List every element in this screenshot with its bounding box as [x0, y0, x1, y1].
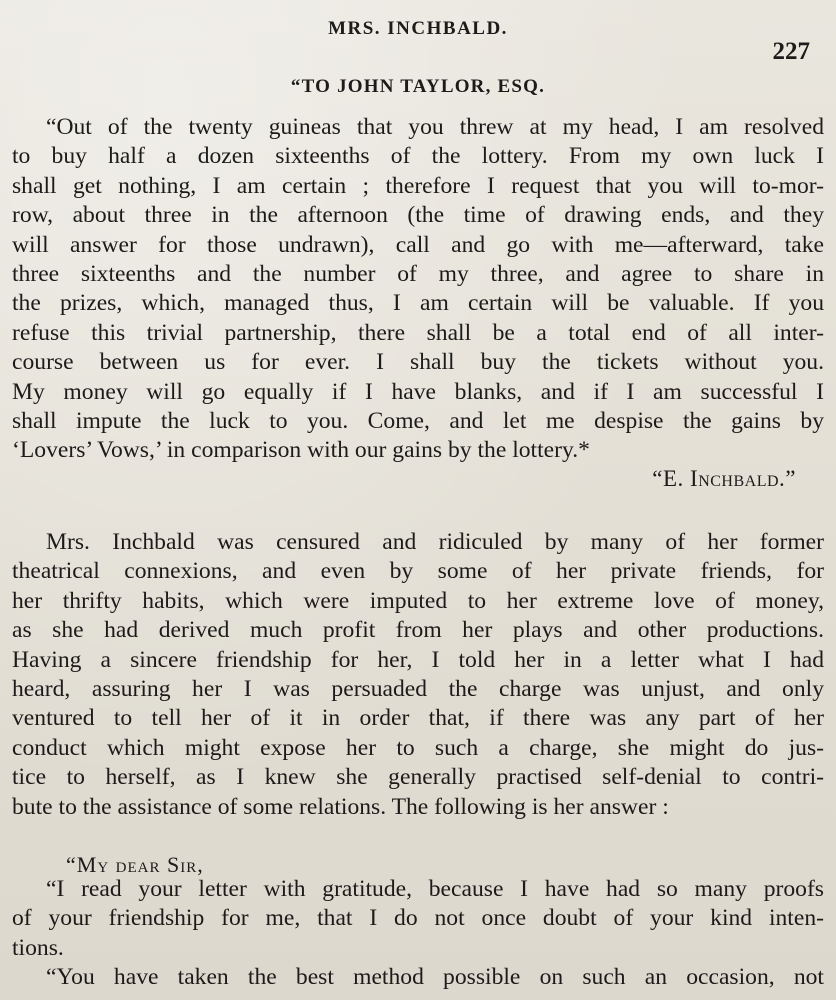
text-line: bute to the assistance of some relations. The following is her answer :: [12, 793, 669, 820]
text-line: theatrical connexions, and even by some of her private friends, for: [12, 558, 824, 585]
letter-heading: “TO JOHN TAYLOR, ESQ.: [290, 76, 546, 97]
text-line: “I read your letter with gratitude, because I have had so many proofs: [46, 876, 824, 902]
letter-body-second: [12, 875, 824, 993]
signature-text: “E. Inchbald.”: [652, 466, 796, 491]
text-line: course between us for ever. I shall buy the tickets without you.: [12, 349, 824, 376]
text-line: ventured to tell her of it in order that, if there was any part of her: [12, 705, 824, 732]
text-line: Having a sincere friendship for her, I told her in a letter what I had: [12, 646, 824, 673]
running-title: MRS. INCHBALD.: [328, 18, 508, 39]
text-line: of your friendship for me, that I do not once doubt of your kind inten-: [12, 905, 824, 932]
text-line: ‘Lovers’ Vows,’ in comparison with our gains by the lottery.*: [12, 437, 590, 464]
text-line: tice to herself, as I knew she generally practised self-denial to contri-: [12, 764, 824, 791]
text-line: three sixteenths and the number of my three, and agree to share in: [12, 261, 824, 288]
text-line: tions.: [12, 934, 64, 961]
letter-signature: [652, 466, 796, 492]
narrative-paragraph: [12, 528, 824, 822]
letter-body: [12, 113, 824, 466]
page-number: 227: [772, 38, 810, 65]
text-line: conduct which might expose her to such a charge, she might do jus-: [12, 734, 824, 761]
text-line: row, about three in the afternoon (the time of drawing ends, and they: [12, 202, 824, 229]
text-line: “You have taken the best method possible on such an occasion, not: [46, 964, 824, 991]
text-line: “Out of the twenty guineas that you threw at my head, I am resolved: [46, 114, 824, 140]
text-line: My money will go equally if I have blanks, and if I am successful I: [12, 378, 824, 405]
text-line: will answer for those undrawn), call and go with me—afterward, take: [12, 231, 824, 258]
text-line: her thrifty habits, which were imputed to her extreme love of money,: [12, 587, 824, 614]
text-line: as she had derived much profit from her plays and other productions.: [12, 617, 824, 644]
letter-salutation: “My dear Sir,: [66, 852, 204, 877]
text-line: heard, assuring her I was persuaded the charge was unjust, and only: [12, 676, 824, 703]
text-line: the prizes, which, managed thus, I am certain will be valuable. If you: [12, 290, 824, 317]
text-line: shall get nothing, I am certain ; therefore I request that you will to-mor-: [12, 172, 824, 199]
text-line: to buy half a dozen sixteenths of the lottery. From my own luck I: [12, 143, 824, 170]
text-line: refuse this trivial partnership, there shall be a total end of all inter-: [12, 319, 824, 346]
text-line: Mrs. Inchbald was censured and ridiculed by many of her former: [46, 529, 824, 555]
text-line: shall impute the luck to you. Come, and let me despise the gains by: [12, 408, 824, 435]
